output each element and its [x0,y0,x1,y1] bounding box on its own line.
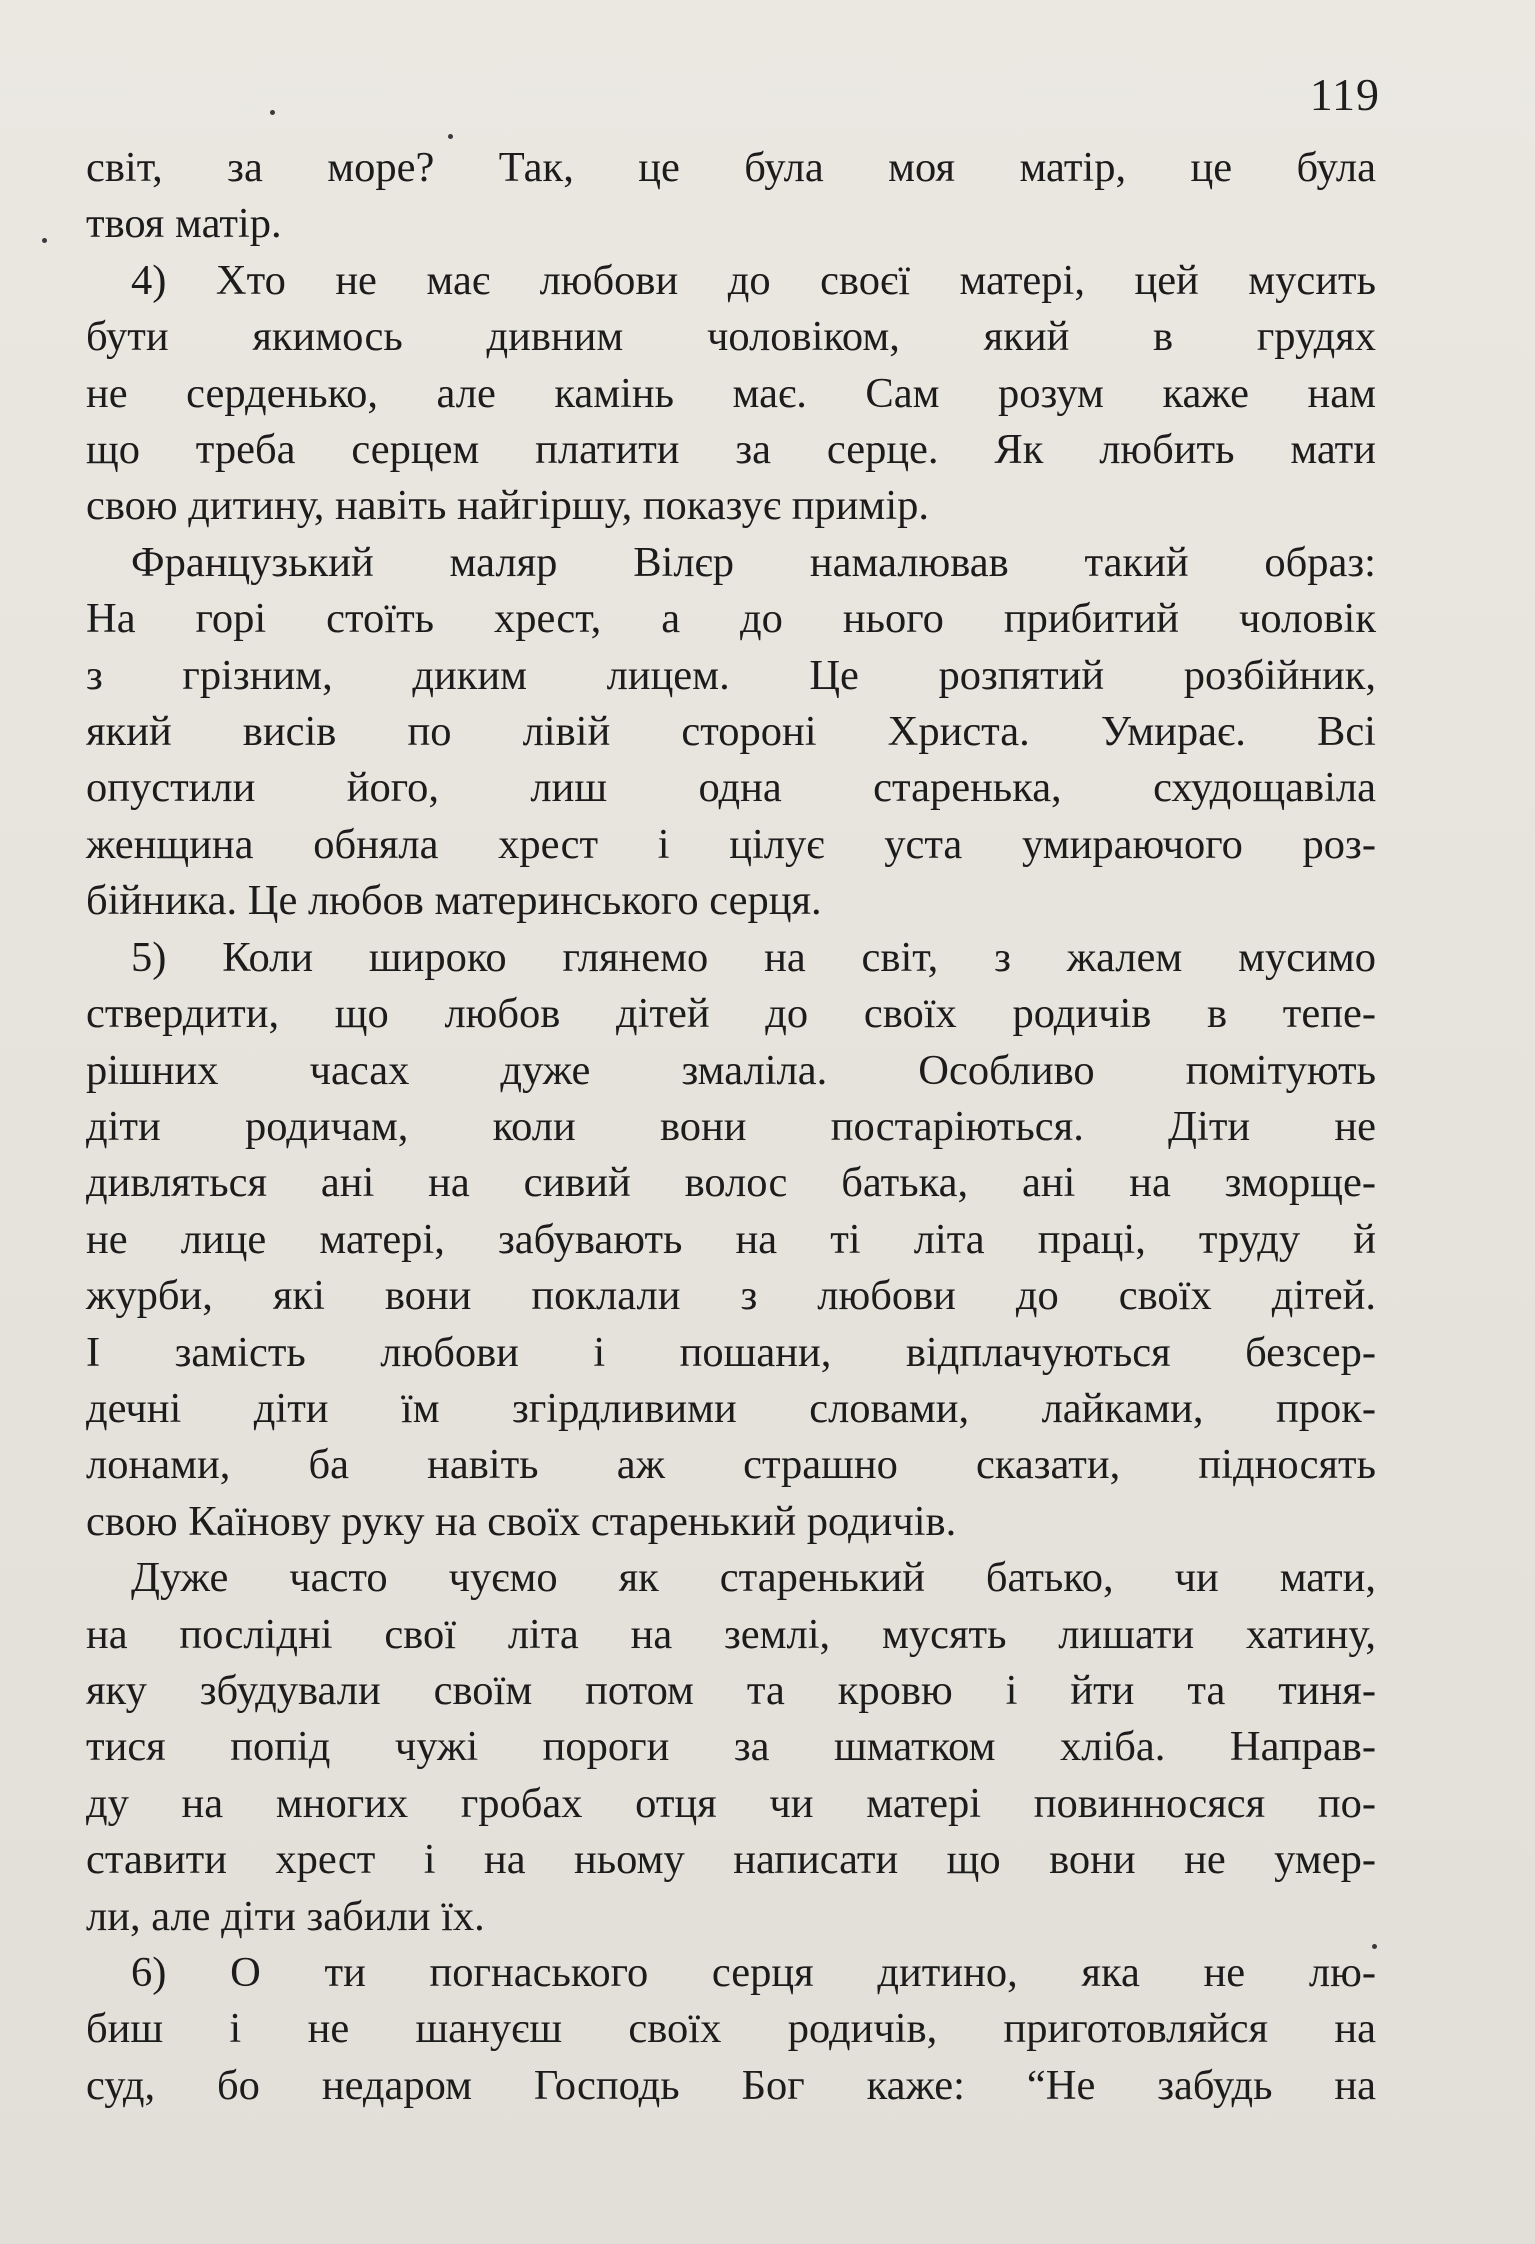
text-line: тися попід чужі пороги за шматком хліба. Направ- [86,1723,1376,1771]
print-speck [1372,1944,1377,1949]
text-line: ли, але діти забили їх. [86,1892,485,1940]
text-line: свою Каїнову руку на своїх старенький родичів. [86,1497,957,1545]
text-line: бійника. Це любов материнського серця. [86,877,822,925]
text-line: журби, які вони поклали з любови до своїх дітей. [86,1272,1376,1320]
text-line: не серденько, але камінь має. Сам розум каже нам [86,369,1376,417]
text-line: не лице матері, забувають на ті літа праці, труду й [86,1215,1376,1263]
text-line: ставити хрест і на ньому написати що вони не умер- [86,1836,1376,1884]
text-line: дечні діти їм згірдливими словами, лайками, прок- [86,1384,1376,1432]
text-line: І замість любови і пошани, відплачуються безсер- [86,1328,1376,1376]
text-line: що треба серцем платити за серце. Як любить мати [86,426,1376,474]
print-speck [448,134,453,139]
text-line: ду на многих гробах отця чи матері повинносяся по- [86,1779,1376,1827]
text-line: свою дитину, навіть найгіршу, показує примір. [86,482,930,530]
text-line: лонами, ба навіть аж страшно сказати, підносять [86,1441,1376,1489]
text-line: 4) Хто не має любови до своєї матері, цей мусить [131,256,1376,304]
text-line: бути якимось дивним чоловіком, який в грудях [86,313,1376,361]
text-line: рішних часах дуже змаліла. Особливо помітують [86,1046,1376,1094]
text-line: 6) О ти погнаського серця дитино, яка не лю- [131,1949,1376,1996]
text-line: опустили його, лиш одна старенька, схудощавіла [86,764,1376,812]
text-line: на послідні свої літа на землі, мусять лишати хатину, [86,1610,1376,1658]
text-line: з грізним, диким лицем. Це розпятий розбійник, [86,651,1376,699]
text-line: твоя матір. [86,200,282,248]
text-line: діти родичам, коли вони постаріються. Діти не [86,1102,1376,1150]
text-line: світ, за море? Так, це була моя матір, це була [86,144,1376,191]
text-line: биш і не шануєш своїх родичів, приготовляйся на [86,2005,1376,2053]
text-line: женщина обняла хрест і цілує уста умираючого роз- [86,820,1376,868]
text-line: 5) Коли широко глянемо на світ, з жалем мусимо [131,933,1376,981]
text-line: Французький маляр Вілєр намалював такий образ: [131,538,1376,586]
text-line: Дуже часто чуємо як старенький батько, чи мати, [131,1554,1376,1602]
text-line: який висів по лівій стороні Христа. Умирає. Всі [86,708,1376,756]
text-line: На горі стоїть хрест, а до нього прибитий чоловік [86,595,1376,643]
print-speck [270,110,275,115]
text-line: ствердити, що любов дітей до своїх родичів в тепе- [86,990,1376,1038]
print-speck [42,238,47,243]
page-number: 119 [1309,69,1380,120]
text-line: яку збудували своїм потом та кровю і йти та тиня- [86,1666,1376,1714]
body-text [86,140,1376,2114]
text-line: дивляться ані на сивий волос батька, ані на зморще- [86,1159,1376,1207]
text-line: суд, бо недаром Господь Бог каже: “Не забудь на [86,2061,1376,2109]
